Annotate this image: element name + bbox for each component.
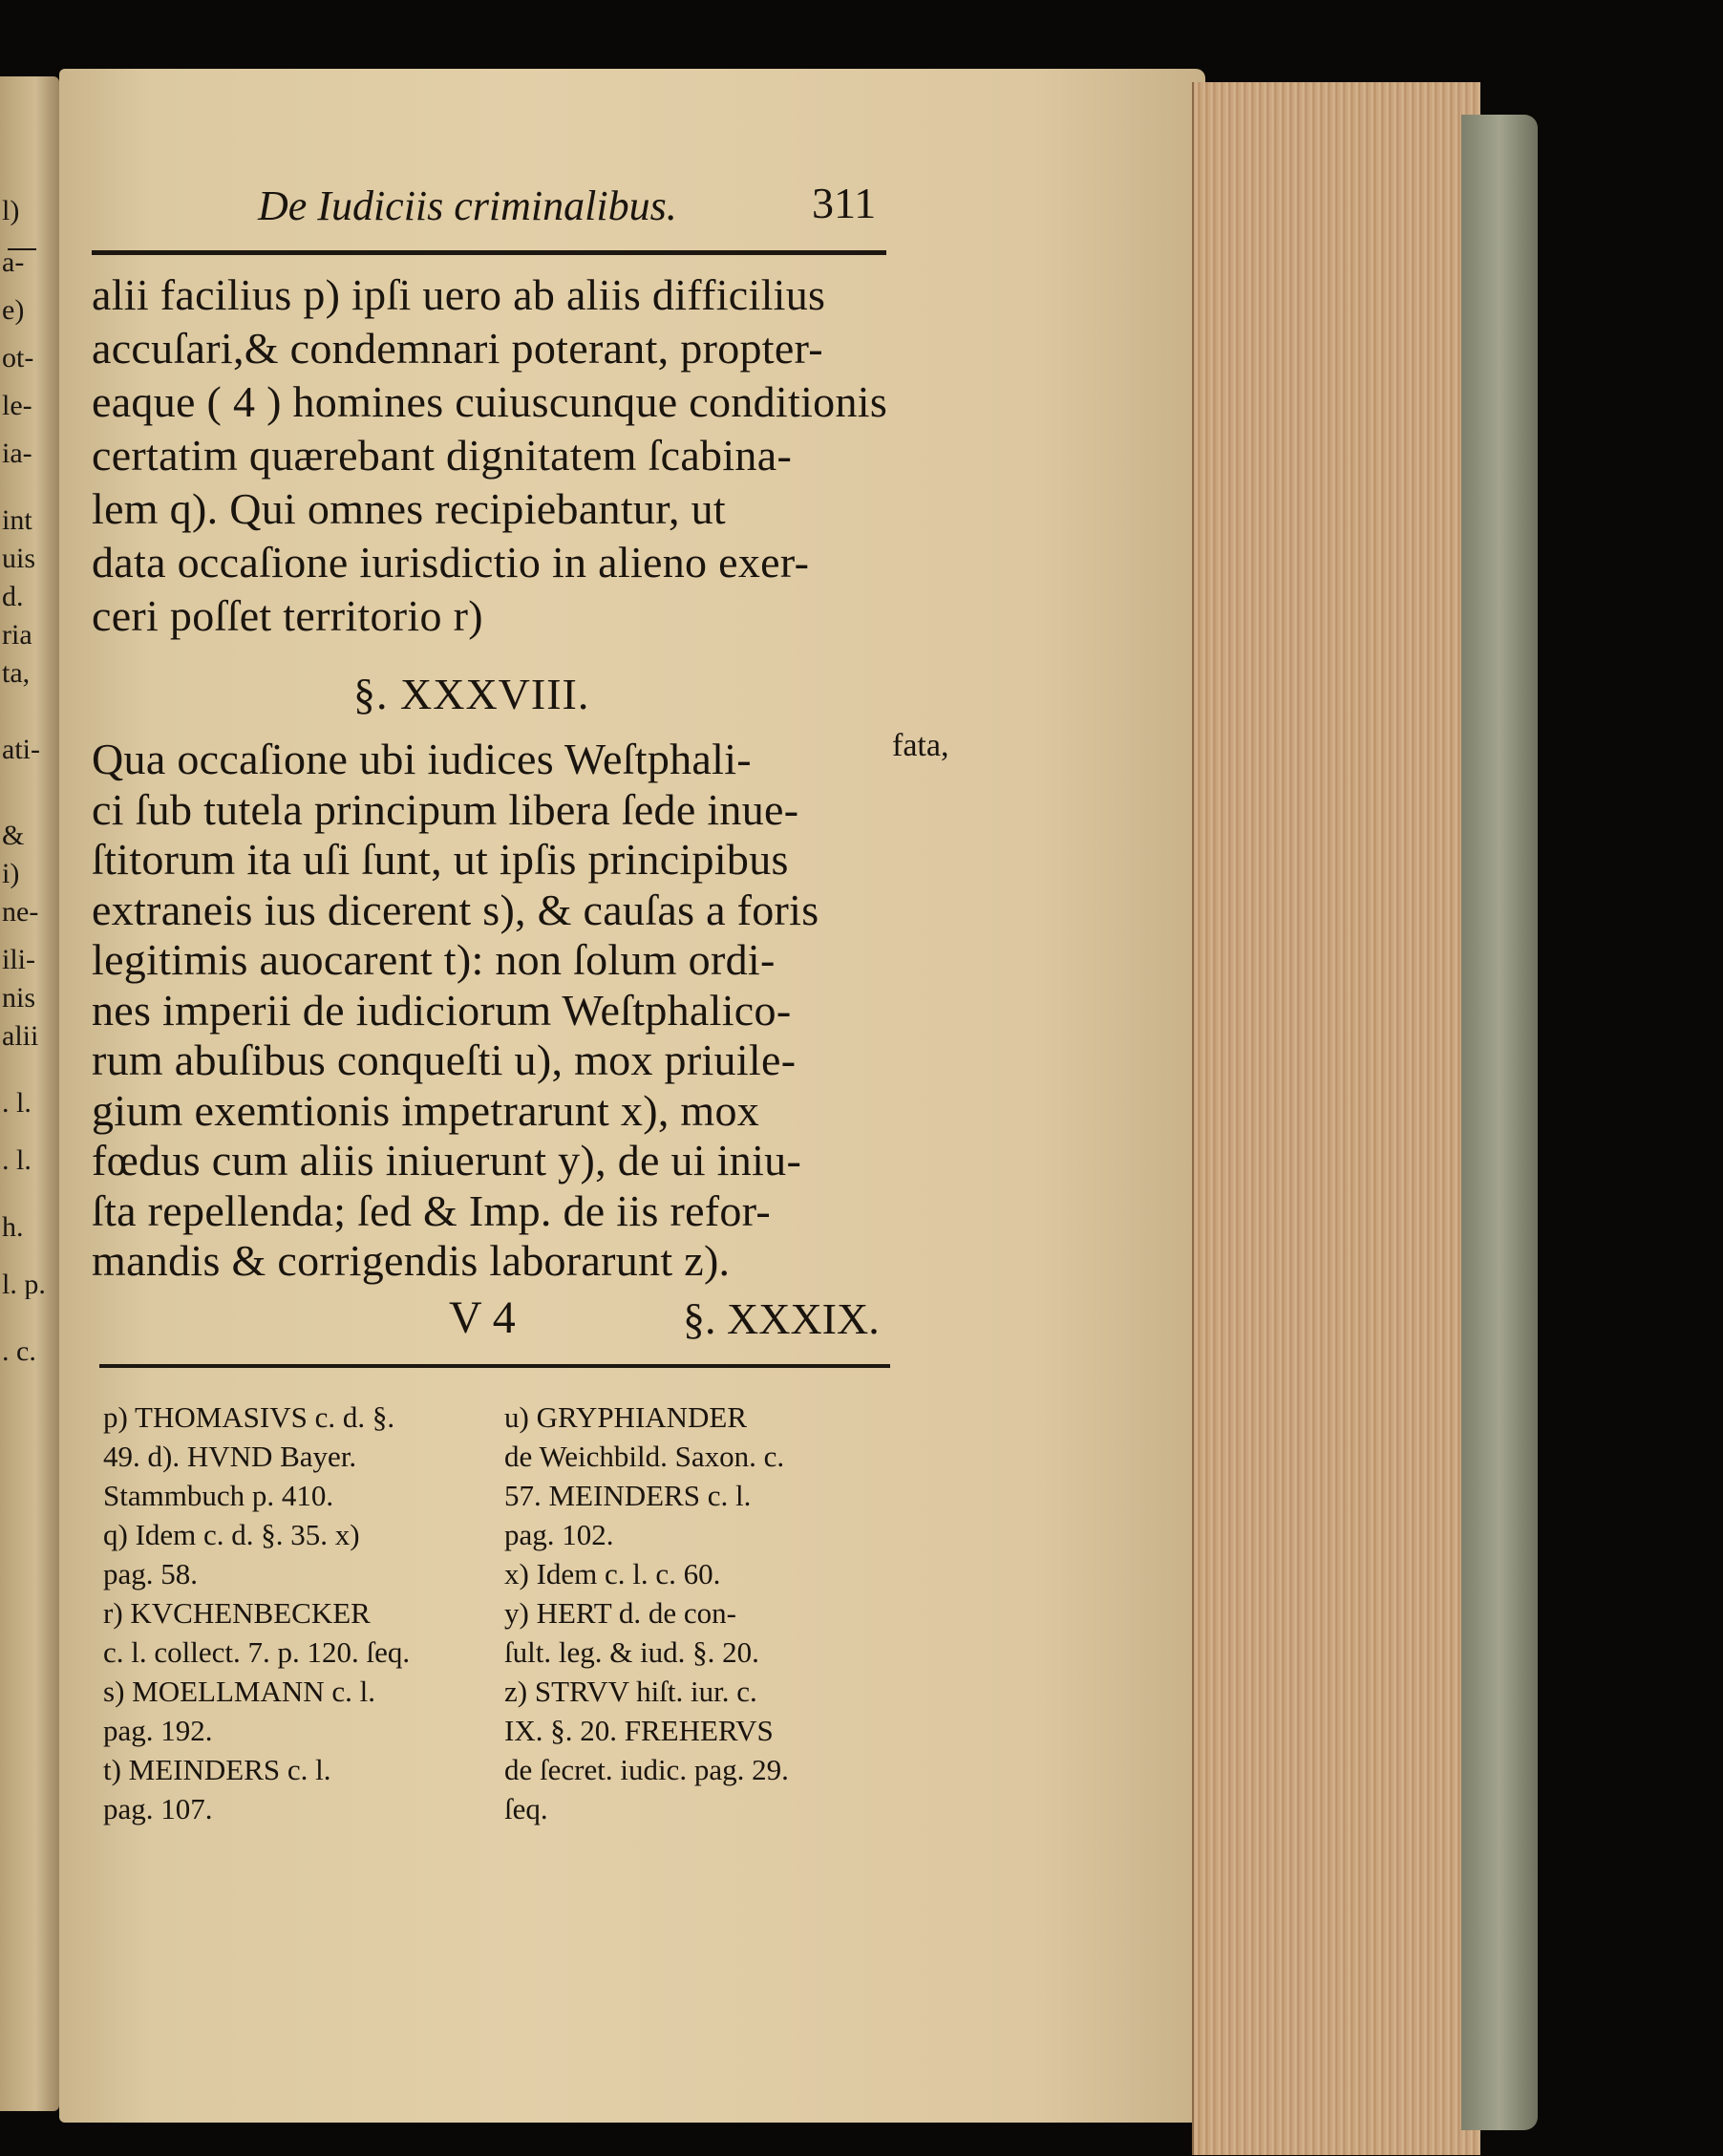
left-page-fragment: ta, — [2, 659, 31, 688]
running-title: De Iudiciis criminalibus. — [258, 182, 677, 229]
footnote-line: 49. d). HVND Bayer. — [103, 1440, 357, 1473]
page-fore-edge — [1192, 82, 1480, 2155]
body-text-line: nes imperii de iudiciorum Weſtphalico- — [92, 985, 792, 1035]
footnote-line: x) Idem c. l. c. 60. — [504, 1557, 721, 1590]
footnote-rule — [99, 1364, 890, 1368]
footnote-line: pag. 107. — [103, 1792, 213, 1825]
body-text-line: ceri poſſet territorio r) — [92, 591, 483, 640]
footnote-line: pag. 102. — [504, 1518, 614, 1551]
footnote-line: Stammbuch p. 410. — [103, 1479, 334, 1512]
body-text-line: alii facilius p) ipſi uero ab aliis difficilius — [92, 270, 826, 319]
footnote-line: ſeq. — [504, 1792, 548, 1825]
left-page-fragment: & — [2, 822, 25, 850]
left-page-fragment: ne- — [2, 898, 39, 927]
left-page-fragment: ili- — [2, 946, 35, 974]
left-page-fragment: uis — [2, 544, 36, 573]
footnote-line: pag. 192. — [103, 1714, 213, 1747]
header-rule — [92, 250, 886, 255]
body-text-line: rum abuſibus conqueſti u), mox priuile- — [92, 1035, 797, 1084]
footnote-line: ſult. leg. & iud. §. 20. — [504, 1635, 759, 1669]
footnote-line: u) GRYPHIANDER — [504, 1400, 748, 1434]
footnote-line: c. l. collect. 7. p. 120. ſeq. — [103, 1635, 411, 1669]
left-page-fragment: . l. — [2, 1146, 32, 1175]
left-page-fragment: ia- — [2, 439, 32, 468]
left-page-fragment: h. — [2, 1213, 24, 1242]
left-page-fragment: a- — [2, 248, 25, 277]
footnote-line: r) KVCHENBECKER — [103, 1596, 371, 1630]
left-page-fragment: int — [2, 506, 32, 535]
body-text-line: accuſari,& condemnari poterant, propter- — [92, 324, 823, 373]
body-text-line: ſta repellenda; ſed & Imp. de iis refor- — [92, 1185, 772, 1235]
body-text-line: extraneis ius dicerent s), & cauſas a foris — [92, 885, 819, 934]
left-page-fragment: i) — [2, 860, 20, 888]
footnote-line: t) MEINDERS c. l. — [103, 1753, 331, 1786]
margin-note: fata, — [892, 728, 949, 763]
signature-mark: V 4 — [449, 1292, 516, 1343]
footnote-line: de ſecret. iudic. pag. 29. — [504, 1753, 789, 1786]
left-page-fragment: l) — [2, 197, 20, 225]
left-page-fragment: alii — [2, 1022, 39, 1051]
footnote-line: q) Idem c. d. §. 35. x) — [103, 1518, 360, 1551]
footnote-line: pag. 58. — [103, 1557, 199, 1590]
left-page-fragment: . l. — [2, 1089, 32, 1118]
section-title: §. XXXVIII. — [353, 670, 590, 718]
book-cover-edge — [1461, 115, 1538, 2130]
body-text-line: eaque ( 4 ) homines cuiuscunque conditionis — [92, 377, 888, 426]
footnote-line: 57. MEINDERS c. l. — [504, 1479, 752, 1512]
body-text-line: ſtitorum ita uſi ſunt, ut ipſis principibus — [92, 835, 789, 884]
body-text-line: legitimis auocarent t): non ſolum ordi- — [92, 935, 776, 984]
page-number: 311 — [812, 179, 877, 227]
body-text-line: Qua occaſione ubi iudices Weſtphali- — [92, 735, 752, 783]
catchword: §. XXXIX. — [683, 1294, 880, 1343]
footnote-line: y) HERT d. de con- — [504, 1596, 736, 1630]
left-page-fragment: le- — [2, 392, 32, 420]
left-page-fragment: . c. — [2, 1337, 36, 1366]
left-page-fragment: e) — [2, 296, 25, 325]
footnote-line: s) MOELLMANN c. l. — [103, 1675, 375, 1708]
left-page-fragment: l. p. — [2, 1270, 46, 1299]
footnote-line: IX. §. 20. FREHERVS — [504, 1714, 774, 1747]
left-page-edge — [0, 76, 59, 2111]
body-text-line: mandis & corrigendis laborarunt z). — [92, 1236, 731, 1285]
body-text-line: ci ſub tutela principum libera ſede inue- — [92, 784, 799, 834]
left-page-fragment: ati- — [2, 736, 40, 764]
body-text-line: lem q). Qui omnes recipiebantur, ut — [92, 484, 726, 533]
footnote-line: p) THOMASIVS c. d. §. — [103, 1400, 395, 1434]
left-page-fragment: ot- — [2, 344, 34, 373]
footnote-line: de Weichbild. Saxon. c. — [504, 1440, 785, 1473]
body-text-line: certatim quærebant dignitatem ſcabina- — [92, 431, 793, 480]
left-page-fragment: nis — [2, 984, 36, 1013]
body-text-line: fœdus cum aliis iniuerunt y), de ui iniu- — [92, 1136, 802, 1185]
footnote-line: z) STRVV hiſt. iur. c. — [504, 1675, 757, 1708]
left-page-fragment: ria — [2, 621, 32, 650]
body-text-line: gium exemtionis impetrarunt x), mox — [92, 1085, 760, 1135]
left-page-fragment: d. — [2, 583, 24, 611]
body-text-line: data occaſione iurisdictio in alieno exer- — [92, 538, 810, 587]
